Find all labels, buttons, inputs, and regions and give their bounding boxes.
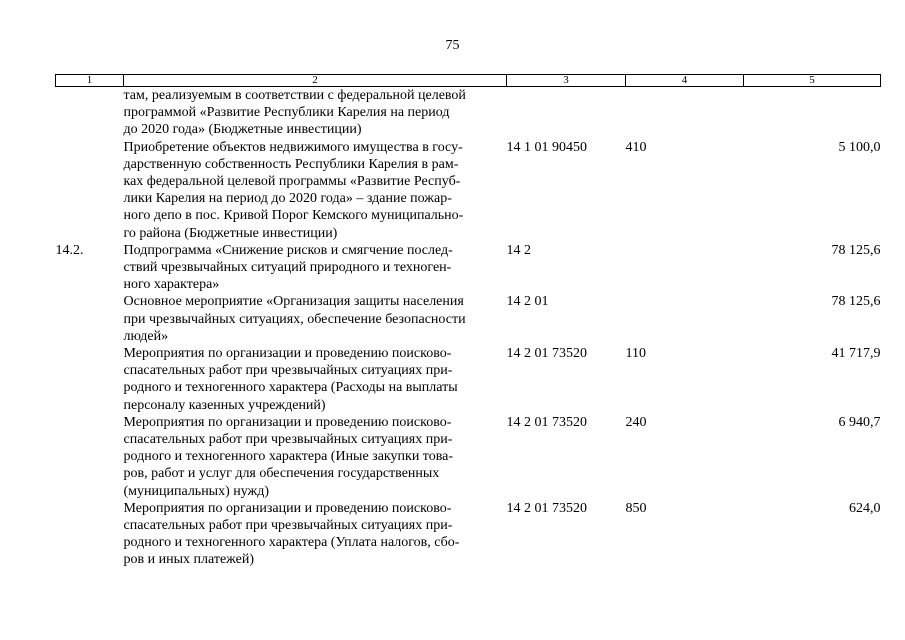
row-number <box>56 345 124 414</box>
description-line: программой «Развитие Республики Карелия на период <box>123 105 450 121</box>
amount-value: 78 125,6 <box>831 294 881 310</box>
description-line: ного характера» <box>123 277 220 293</box>
row-description <box>124 500 507 569</box>
table-row <box>56 293 881 345</box>
row-number <box>56 293 124 345</box>
row-number <box>56 87 124 139</box>
table-header-row <box>56 75 881 87</box>
description-line: спасательных работ при чрезвычайных ситуациях при- <box>123 432 453 448</box>
row-number <box>56 414 124 500</box>
description-line: родного и техногенного характера (Иные закупки това- <box>123 449 454 465</box>
table-row <box>56 139 881 242</box>
description-line: родного и техногенного характера (Расходы на выплаты <box>123 380 458 396</box>
description-line: ного депо в пос. Кривой Порог Кемского муниципально- <box>123 208 464 224</box>
row-description <box>124 87 507 139</box>
amount-value: 5 100,0 <box>838 139 881 155</box>
amount-value: 624,0 <box>849 500 881 516</box>
amount-value: 6 940,7 <box>838 414 881 430</box>
description-line: родного и техногенного характера (Уплата налогов, сбо- <box>123 535 460 551</box>
amount-value: 41 717,9 <box>831 346 881 362</box>
description-line: ров, работ и услуг для обеспечения государственных <box>123 466 440 482</box>
target-article-code: 14 2 01 73520 <box>506 414 587 430</box>
expense-type-code: 110 <box>625 346 646 362</box>
expense-type-code <box>626 242 744 294</box>
row-description <box>124 293 507 345</box>
table-body <box>56 87 881 569</box>
column-header-4: 4 <box>626 75 744 87</box>
description-line: персоналу казенных учреждений) <box>123 397 326 413</box>
description-line: (муниципальных) нужд) <box>123 483 270 499</box>
description-line: ров и иных платежей) <box>123 552 255 568</box>
expense-type-code <box>626 87 744 139</box>
description-line: дарственную собственность Республики Карелия в рам- <box>123 156 459 172</box>
description-line: при чрезвычайных ситуациях, обеспечение безопасности <box>123 311 466 327</box>
expense-type-code: 410 <box>625 139 647 155</box>
target-article-code: 14 2 01 73520 <box>506 500 587 516</box>
description-line: спасательных работ при чрезвычайных ситуациях при- <box>123 363 453 379</box>
expense-type-code <box>626 293 744 345</box>
target-article-code: 14 2 01 73520 <box>506 346 587 362</box>
description-line: до 2020 года» (Бюджетные инвестиции) <box>123 122 362 138</box>
row-description <box>124 345 507 414</box>
table-row <box>56 242 881 294</box>
row-number <box>56 500 124 569</box>
row-description <box>124 139 507 242</box>
column-header-5: 5 <box>744 75 881 87</box>
description-line: лики Карелия на период до 2020 года» – здание пожар- <box>123 191 452 207</box>
description-line: го района (Бюджетные инвестиции) <box>123 225 338 241</box>
budget-table <box>55 74 881 569</box>
target-article-code <box>507 87 626 139</box>
table-row <box>56 414 881 500</box>
target-article-code: 14 2 <box>506 242 531 258</box>
description-line: Мероприятия по организации и проведению поисково- <box>123 414 452 430</box>
amount-value <box>744 87 881 139</box>
table-row <box>56 345 881 414</box>
description-line: Мероприятия по организации и проведению поисково- <box>123 346 452 362</box>
description-line: Подпрограмма «Снижение рисков и смягчение послед- <box>123 242 453 258</box>
description-line: ках федеральной целевой программы «Развитие Респуб- <box>123 174 461 190</box>
row-number <box>56 139 124 242</box>
row-description <box>124 414 507 500</box>
table-row <box>56 500 881 569</box>
expense-type-code: 240 <box>625 414 647 430</box>
table-row <box>56 87 881 139</box>
column-header-1: 1 <box>56 75 124 87</box>
column-header-3: 3 <box>507 75 626 87</box>
target-article-code: 14 2 01 <box>506 294 549 310</box>
description-line: ствий чрезвычайных ситуаций природного и техноген- <box>123 260 452 276</box>
column-header-2: 2 <box>124 75 507 87</box>
target-article-code: 14 1 01 90450 <box>506 139 587 155</box>
description-line: Приобретение объектов недвижимого имущества в госу- <box>123 139 463 155</box>
amount-value: 78 125,6 <box>831 242 881 258</box>
description-line: Основное мероприятие «Организация защиты населения <box>123 294 464 310</box>
expense-type-code: 850 <box>625 500 647 516</box>
description-line: спасательных работ при чрезвычайных ситуациях при- <box>123 518 453 534</box>
row-description <box>124 242 507 294</box>
description-line: людей» <box>123 328 169 344</box>
row-number: 14.2. <box>55 242 84 258</box>
description-line: Мероприятия по организации и проведению поисково- <box>123 500 452 516</box>
page-number: 75 <box>445 38 460 53</box>
description-line: там, реализуемым в соответствии с федеральной целевой <box>123 88 466 103</box>
